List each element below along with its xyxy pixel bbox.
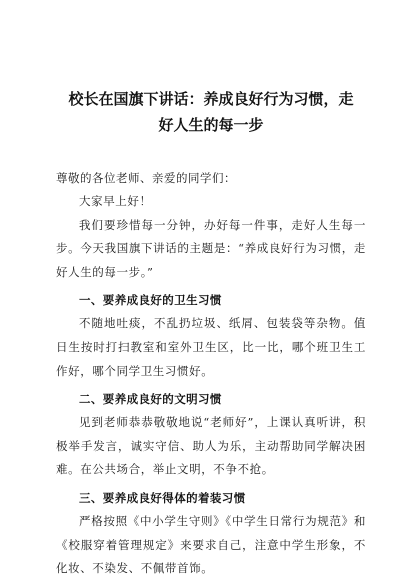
section-heading-dress: 三、要养成良好得体的着装习惯 — [79, 490, 246, 505]
section-heading-hygiene: 一、要养成良好的卫生习惯 — [79, 293, 222, 308]
section-body-dress: 严格按照《中小学生守则》《中学生日常行为规范》和《校服穿着管理规定》来要求自己，注意中学生形象，不化妆、不染发、不佩带首饰。 — [56, 513, 366, 576]
section-body-hygiene: 不随地吐痰，不乱扔垃圾、纸屑、包装袋等杂物。值日生按时打扫教室和室外卫生区，比一比，哪个班卫生工作好，哪个同学卫生习惯好。 — [56, 316, 366, 378]
section-heading-civility: 二、要养成良好的文明习惯 — [79, 392, 222, 407]
opening-line: 大家早上好！ — [79, 194, 152, 208]
salutation: 尊敬的各位老师、亲爱的同学们： — [56, 171, 236, 185]
intro-paragraph: 我们要珍惜每一分钟，办好每一件事，走好人生每一步。今天我国旗下讲话的主题是：“养成良好行为习惯，走好人生的每一步。” — [56, 217, 366, 279]
document-title: 校长在国旗下讲话：养成良好行为习惯，走好人生的每一步 — [68, 90, 354, 134]
section-body-civility: 见到老师恭恭敬敬地说“老师好”，上课认真听讲，积极举手发言，诚实守信、助人为乐，主动帮助同学解决困难。在公共场合，举止文明，不争不抢。 — [56, 415, 366, 477]
